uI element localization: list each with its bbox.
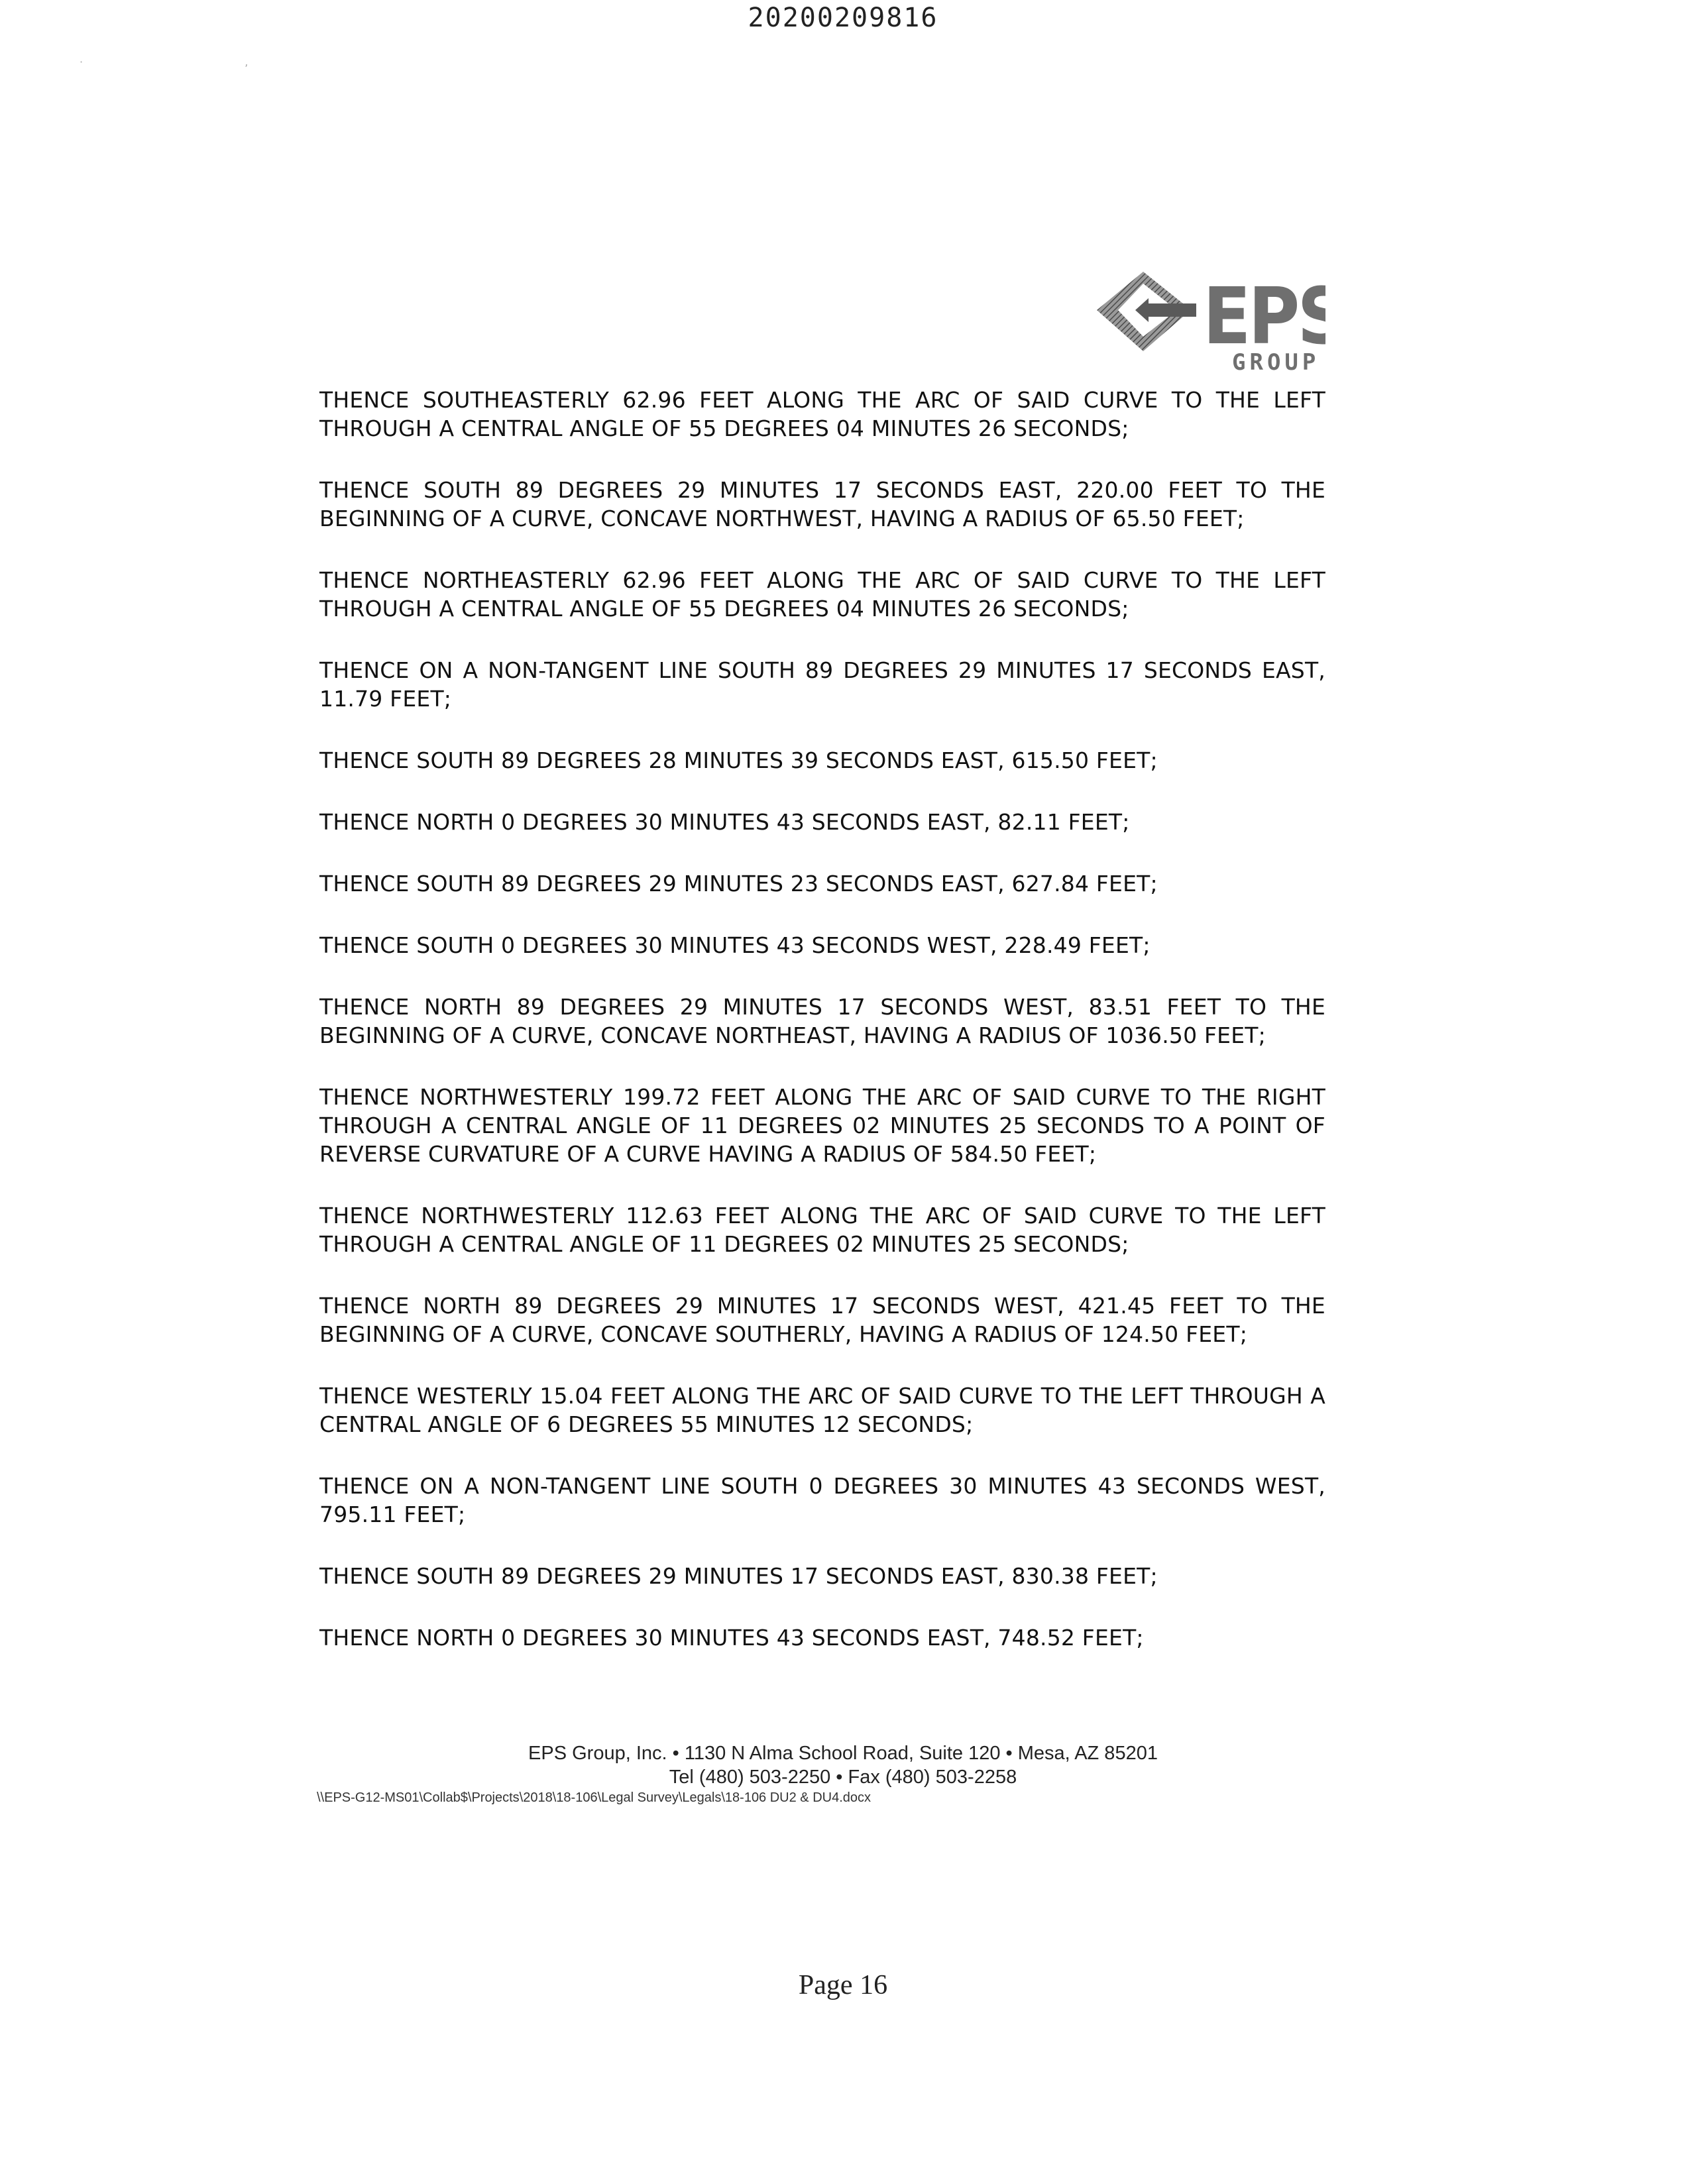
legal-description-body <box>319 386 1325 1685</box>
course-paragraph: THENCE SOUTH 89 DEGREES 28 MINUTES 39 SECONDS EAST, 615.50 FEET; <box>319 747 1158 773</box>
page-number: Page 16 <box>798 1970 888 2000</box>
company-footer <box>0 1741 1686 1789</box>
course-paragraph: THENCE NORTH 0 DEGREES 30 MINUTES 43 SECONDS EAST, 748.52 FEET; <box>319 1625 1144 1651</box>
course-paragraph: THENCE NORTH 0 DEGREES 30 MINUTES 43 SECONDS EAST, 82.11 FEET; <box>319 809 1130 835</box>
course-paragraph: THENCE NORTHEASTERLY 62.96 FEET ALONG THE ARC OF SAID CURVE TO THE LEFT THROUGH A CENTRAL ANGLE OF 55 DEGREES 04 MINUTES 26 SECONDS; <box>319 567 1325 622</box>
logo-subword: GROUP <box>1232 349 1320 374</box>
scan-artifact-marks: · , <box>80 56 249 68</box>
course-paragraph: THENCE WESTERLY 15.04 FEET ALONG THE ARC OF SAID CURVE TO THE LEFT THROUGH A CENTRAL ANGLE OF 6 DEGREES 55 MINUTES 12 SECONDS; <box>319 1383 1325 1437</box>
logo-word: EPS <box>1203 270 1325 362</box>
course-paragraph: THENCE SOUTH 89 DEGREES 29 MINUTES 23 SECONDS EAST, 627.84 FEET; <box>319 871 1158 897</box>
course-paragraph: THENCE NORTH 89 DEGREES 29 MINUTES 17 SECONDS WEST, 83.51 FEET TO THE BEGINNING OF A CURVE, CONCAVE NORTHEAST, HAVING A RADIUS OF 1036.50 FEET; <box>319 994 1325 1048</box>
course-paragraph: THENCE SOUTH 0 DEGREES 30 MINUTES 43 SECONDS WEST, 228.49 FEET; <box>319 932 1151 958</box>
course-paragraph: THENCE NORTHWESTERLY 199.72 FEET ALONG THE ARC OF SAID CURVE TO THE RIGHT THROUGH A CENTRAL ANGLE OF 11 DEGREES 02 MINUTES 25 SECONDS TO A POINT OF REVERSE CURVATURE OF A CURVE HAVING A RADIUS OF 584.50 FEET; <box>319 1084 1325 1167</box>
course-paragraph: THENCE SOUTH 89 DEGREES 29 MINUTES 17 SECONDS EAST, 220.00 FEET TO THE BEGINNING OF A CURVE, CONCAVE NORTHWEST, HAVING A RADIUS OF 65.50 FEET; <box>319 477 1325 531</box>
eps-logo-mark-icon <box>1097 265 1325 374</box>
course-paragraph: THENCE ON A NON-TANGENT LINE SOUTH 89 DEGREES 29 MINUTES 17 SECONDS EAST, 11.79 FEET; <box>319 657 1325 712</box>
document-number: 20200209816 <box>748 3 938 33</box>
course-paragraph: THENCE NORTH 89 DEGREES 29 MINUTES 17 SECONDS WEST, 421.45 FEET TO THE BEGINNING OF A CURVE, CONCAVE SOUTHERLY, HAVING A RADIUS OF 124.50 FEET; <box>319 1293 1325 1347</box>
course-paragraph: THENCE ON A NON-TANGENT LINE SOUTH 0 DEGREES 30 MINUTES 43 SECONDS WEST, 795.11 FEET; <box>319 1473 1325 1527</box>
course-paragraph: THENCE SOUTH 89 DEGREES 29 MINUTES 17 SECONDS EAST, 830.38 FEET; <box>319 1563 1158 1589</box>
course-paragraph: THENCE SOUTHEASTERLY 62.96 FEET ALONG THE ARC OF SAID CURVE TO THE LEFT THROUGH A CENTRAL ANGLE OF 55 DEGREES 04 MINUTES 26 SECONDS; <box>319 387 1325 441</box>
footer-file-path: \\EPS-G12-MS01\Collab$\Projects\2018\18-106\Legal Survey\Legals\18-106 DU2 & DU4.docx <box>317 1790 871 1805</box>
footer-phone-fax: Tel (480) 503-2250 • Fax (480) 503-2258 <box>669 1767 1017 1788</box>
eps-group-logo <box>1097 265 1325 374</box>
course-paragraph: THENCE NORTHWESTERLY 112.63 FEET ALONG THE ARC OF SAID CURVE TO THE LEFT THROUGH A CENTRAL ANGLE OF 11 DEGREES 02 MINUTES 25 SECONDS; <box>319 1203 1325 1257</box>
footer-address: EPS Group, Inc. • 1130 N Alma School Road, Suite 120 • Mesa, AZ 85201 <box>528 1743 1158 1764</box>
